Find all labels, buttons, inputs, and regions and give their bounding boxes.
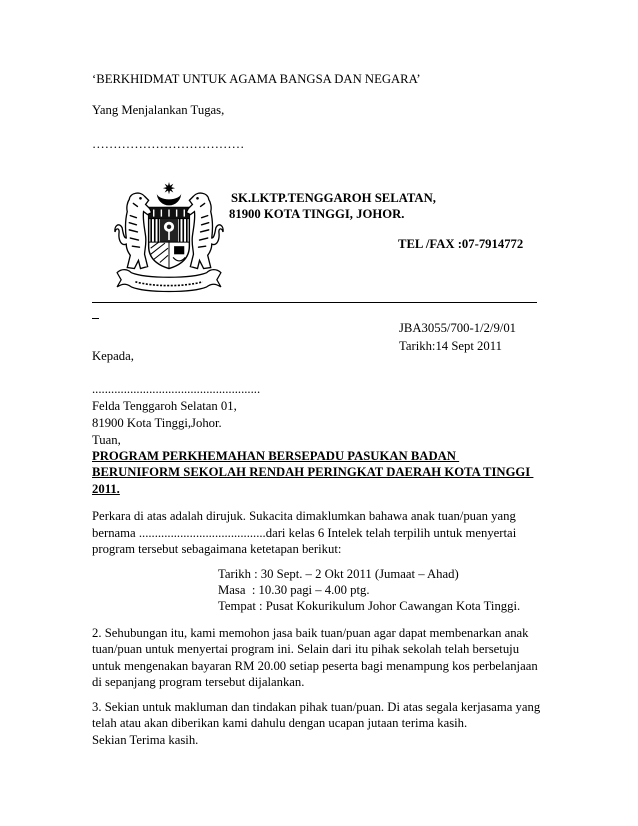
paragraph2-line: untuk mengenakan bayaran RM 20.00 setiap peserta bagi menampung kos perbelanjaan (92, 659, 538, 673)
tiger-right-icon (186, 193, 223, 268)
tiger-left-icon (115, 193, 152, 268)
letter-date: Tarikh:14 Sept 2011 (399, 339, 502, 353)
subject-line: 2011. (92, 482, 120, 496)
shield-icon (149, 207, 190, 268)
recipient-dots: ..................................................... (92, 382, 261, 396)
divider-line-tail (92, 318, 99, 319)
motto: ‘BERKHIDMAT UNTUK AGAMA BANGSA DAN NEGARA’ (92, 72, 421, 86)
subject-line: PROGRAM PERKHEMAHAN BERSEPADU PASUKAN BADAN (92, 449, 460, 463)
school-address: 81900 KOTA TINGGI, JOHOR. (229, 207, 405, 221)
reference-number: JBA3055/700-1/2/9/01 (399, 321, 517, 335)
tel-fax: TEL /FAX :07-7914772 (398, 237, 524, 251)
paragraph2-line: tuan/puan untuk menyertai program ini. Selain dari itu pihak sekolah telah bersetuju (92, 642, 520, 656)
service-line: Yang Menjalankan Tugas, (92, 103, 225, 117)
paragraph1-line: bernama ........................................dari kelas 6 Intelek telah terpilih untuk menyertai (92, 526, 517, 540)
service-dots: ……………………………… (92, 137, 245, 151)
malaysia-coat-of-arms-icon (113, 181, 225, 293)
paragraph1-line: program tersebut sebagaimana ketetapan berikut: (92, 542, 342, 556)
star-icon (163, 182, 175, 194)
detail-date: Tarikh : 30 Sept. – 2 Okt 2011 (Jumaat – Ahad) (218, 567, 459, 581)
scroll-banner-icon (117, 270, 221, 292)
subject-line: BERUNIFORM SEKOLAH RENDAH PERINGKAT DAERAH KOTA TINGGI (92, 465, 534, 479)
recipient-line: Felda Tenggaroh Selatan 01, (92, 399, 237, 413)
recipient-line: 81900 Kota Tinggi,Johor. (92, 416, 222, 430)
salutation: Tuan, (92, 433, 121, 447)
paragraph2-line: di sepanjang program tersebut dijalankan. (92, 675, 305, 689)
closing-line: Sekian Terima kasih. (92, 733, 199, 747)
detail-time: Masa : 10.30 pagi – 4.00 ptg. (218, 583, 370, 597)
detail-venue: Tempat : Pusat Kokurikulum Johor Cawangan Kota Tinggi. (218, 599, 521, 613)
recipient-label: Kepada, (92, 349, 134, 363)
crescent-icon (157, 193, 181, 205)
divider-line (92, 302, 537, 303)
school-name: SK.LKTP.TENGGAROH SELATAN, (231, 191, 436, 205)
paragraph3-line: telah atau akan diberikan kami dahulu dengan ucapan jutaan terima kasih. (92, 716, 468, 730)
paragraph2-line: 2. Sehubungan itu, kami memohon jasa baik tuan/puan agar dapat membenarkan anak (92, 626, 529, 640)
paragraph3-line: 3. Sekian untuk makluman dan tindakan pihak tuan/puan. Di atas segala kerjasama yang (92, 700, 541, 714)
paragraph1-line: Perkara di atas adalah dirujuk. Sukacita dimaklumkan bahawa anak tuan/puan yang (92, 509, 516, 523)
